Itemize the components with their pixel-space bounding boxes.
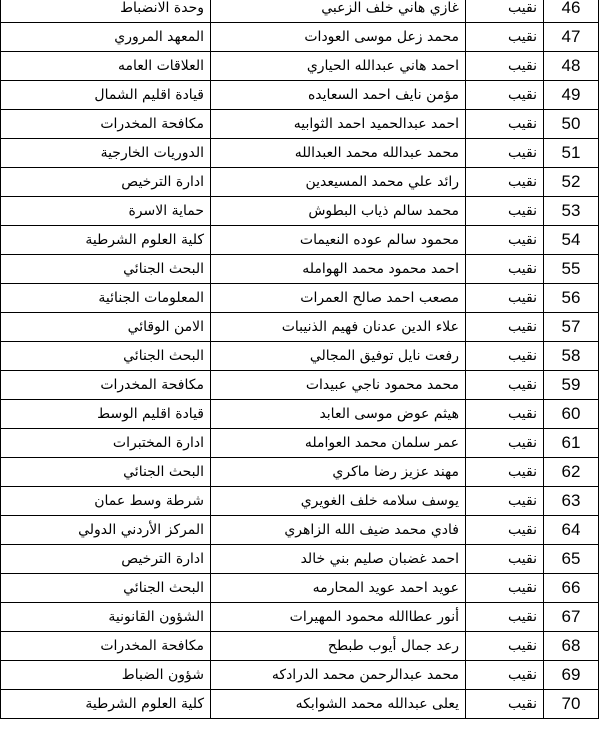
table-row xyxy=(1,168,599,197)
table-row xyxy=(1,255,599,284)
name-cell: احمد هاني عبدالله الحياري xyxy=(211,52,466,81)
rank-cell: نقيب xyxy=(466,197,544,226)
table-row xyxy=(1,545,599,574)
table-row xyxy=(1,458,599,487)
rank-cell: نقيب xyxy=(466,400,544,429)
name-cell: محمد محمود ناجي عبيدات xyxy=(211,371,466,400)
name-cell: محمد عبدالله محمد العبدالله xyxy=(211,139,466,168)
rank-cell: نقيب xyxy=(466,313,544,342)
number-cell: 68 xyxy=(544,632,599,661)
unit-cell: الشؤون القانونية xyxy=(1,603,211,632)
unit-cell: قيادة اقليم الوسط xyxy=(1,400,211,429)
name-cell: رعد جمال أيوب طبطح xyxy=(211,632,466,661)
number-cell: 65 xyxy=(544,545,599,574)
number-cell: 70 xyxy=(544,690,599,719)
table-row xyxy=(1,516,599,545)
rank-cell: نقيب xyxy=(466,690,544,719)
unit-cell: ادارة الترخيص xyxy=(1,545,211,574)
table-row xyxy=(1,52,599,81)
number-cell: 50 xyxy=(544,110,599,139)
rank-cell: نقيب xyxy=(466,632,544,661)
table-row xyxy=(1,429,599,458)
name-cell: احمد عبدالحميد احمد الثوابيه xyxy=(211,110,466,139)
officers-table-body xyxy=(1,0,599,719)
rank-cell: نقيب xyxy=(466,342,544,371)
rank-cell: نقيب xyxy=(466,52,544,81)
name-cell: محمد عبدالرحمن محمد الدرادكه xyxy=(211,661,466,690)
table-row xyxy=(1,0,599,23)
unit-cell: ادارة المختبرات xyxy=(1,429,211,458)
table-row xyxy=(1,81,599,110)
unit-cell: البحث الجنائي xyxy=(1,255,211,284)
table-row xyxy=(1,603,599,632)
rank-cell: نقيب xyxy=(466,168,544,197)
unit-cell: كلية العلوم الشرطية xyxy=(1,226,211,255)
number-cell: 58 xyxy=(544,342,599,371)
number-cell: 59 xyxy=(544,371,599,400)
name-cell: هيثم عوض موسى العابد xyxy=(211,400,466,429)
name-cell: مصعب احمد صالح العمرات xyxy=(211,284,466,313)
number-cell: 52 xyxy=(544,168,599,197)
rank-cell: نقيب xyxy=(466,487,544,516)
name-cell: يعلى عبدالله محمد الشوابكه xyxy=(211,690,466,719)
number-cell: 64 xyxy=(544,516,599,545)
rank-cell: نقيب xyxy=(466,23,544,52)
table-row xyxy=(1,226,599,255)
number-cell: 56 xyxy=(544,284,599,313)
table-row xyxy=(1,690,599,719)
number-cell: 51 xyxy=(544,139,599,168)
name-cell: محمود سالم عوده النعيمات xyxy=(211,226,466,255)
name-cell: مهند عزيز رضا ماكري xyxy=(211,458,466,487)
unit-cell: قيادة اقليم الشمال xyxy=(1,81,211,110)
table-row xyxy=(1,400,599,429)
unit-cell: مكافحة المخدرات xyxy=(1,632,211,661)
number-cell: 47 xyxy=(544,23,599,52)
unit-cell: المعلومات الجنائية xyxy=(1,284,211,313)
name-cell: محمد سالم ذياب البطوش xyxy=(211,197,466,226)
table-row xyxy=(1,284,599,313)
number-cell: 61 xyxy=(544,429,599,458)
name-cell: عمر سلمان محمد العوامله xyxy=(211,429,466,458)
name-cell: احمد محمود محمد الهوامله xyxy=(211,255,466,284)
unit-cell: شرطة وسط عمان xyxy=(1,487,211,516)
table-row xyxy=(1,139,599,168)
unit-cell: المركز الأردني الدولي xyxy=(1,516,211,545)
number-cell: 53 xyxy=(544,197,599,226)
name-cell: مؤمن نايف احمد السعايده xyxy=(211,81,466,110)
rank-cell: نقيب xyxy=(466,255,544,284)
unit-cell: مكافحة المخدرات xyxy=(1,110,211,139)
unit-cell: شؤون الضباط xyxy=(1,661,211,690)
unit-cell: البحث الجنائي xyxy=(1,574,211,603)
name-cell: أنور عطاالله محمود المهيرات xyxy=(211,603,466,632)
unit-cell: ادارة الترخيص xyxy=(1,168,211,197)
table-row xyxy=(1,371,599,400)
number-cell: 69 xyxy=(544,661,599,690)
table-row xyxy=(1,110,599,139)
name-cell: عويد احمد عويد المحارمه xyxy=(211,574,466,603)
table-row xyxy=(1,197,599,226)
number-cell: 66 xyxy=(544,574,599,603)
table-row xyxy=(1,632,599,661)
name-cell: غازي هاني خلف الزعبي xyxy=(211,0,466,23)
rank-cell: نقيب xyxy=(466,661,544,690)
rank-cell: نقيب xyxy=(466,284,544,313)
unit-cell: الدوريات الخارجية xyxy=(1,139,211,168)
unit-cell: المعهد المروري xyxy=(1,23,211,52)
name-cell: علاء الدين عدنان فهيم الذنيبات xyxy=(211,313,466,342)
unit-cell: الامن الوقائي xyxy=(1,313,211,342)
name-cell: رائد علي محمد المسيعدين xyxy=(211,168,466,197)
unit-cell: وحدة الانضباط xyxy=(1,0,211,23)
rank-cell: نقيب xyxy=(466,603,544,632)
table-row xyxy=(1,661,599,690)
rank-cell: نقيب xyxy=(466,81,544,110)
unit-cell: مكافحة المخدرات xyxy=(1,371,211,400)
unit-cell: البحث الجنائي xyxy=(1,342,211,371)
number-cell: 67 xyxy=(544,603,599,632)
table-row xyxy=(1,23,599,52)
unit-cell: كلية العلوم الشرطية xyxy=(1,690,211,719)
number-cell: 62 xyxy=(544,458,599,487)
name-cell: فادي محمد ضيف الله الزاهري xyxy=(211,516,466,545)
rank-cell: نقيب xyxy=(466,226,544,255)
rank-cell: نقيب xyxy=(466,110,544,139)
unit-cell: حماية الاسرة xyxy=(1,197,211,226)
name-cell: محمد زعل موسى العودات xyxy=(211,23,466,52)
unit-cell: العلاقات العامه xyxy=(1,52,211,81)
number-cell: 63 xyxy=(544,487,599,516)
rank-cell: نقيب xyxy=(466,458,544,487)
number-cell: 57 xyxy=(544,313,599,342)
table-row xyxy=(1,574,599,603)
number-cell: 54 xyxy=(544,226,599,255)
number-cell: 46 xyxy=(544,0,599,23)
rank-cell: نقيب xyxy=(466,0,544,23)
number-cell: 60 xyxy=(544,400,599,429)
unit-cell: البحث الجنائي xyxy=(1,458,211,487)
name-cell: يوسف سلامه خلف الغويري xyxy=(211,487,466,516)
number-cell: 55 xyxy=(544,255,599,284)
name-cell: احمد غضبان صليم بني خالد xyxy=(211,545,466,574)
table-row xyxy=(1,342,599,371)
rank-cell: نقيب xyxy=(466,429,544,458)
rank-cell: نقيب xyxy=(466,545,544,574)
number-cell: 48 xyxy=(544,52,599,81)
number-cell: 49 xyxy=(544,81,599,110)
rank-cell: نقيب xyxy=(466,139,544,168)
table-row xyxy=(1,313,599,342)
rank-cell: نقيب xyxy=(466,516,544,545)
table-row xyxy=(1,487,599,516)
rank-cell: نقيب xyxy=(466,371,544,400)
name-cell: رفعت نايل توفيق المجالي xyxy=(211,342,466,371)
rank-cell: نقيب xyxy=(466,574,544,603)
